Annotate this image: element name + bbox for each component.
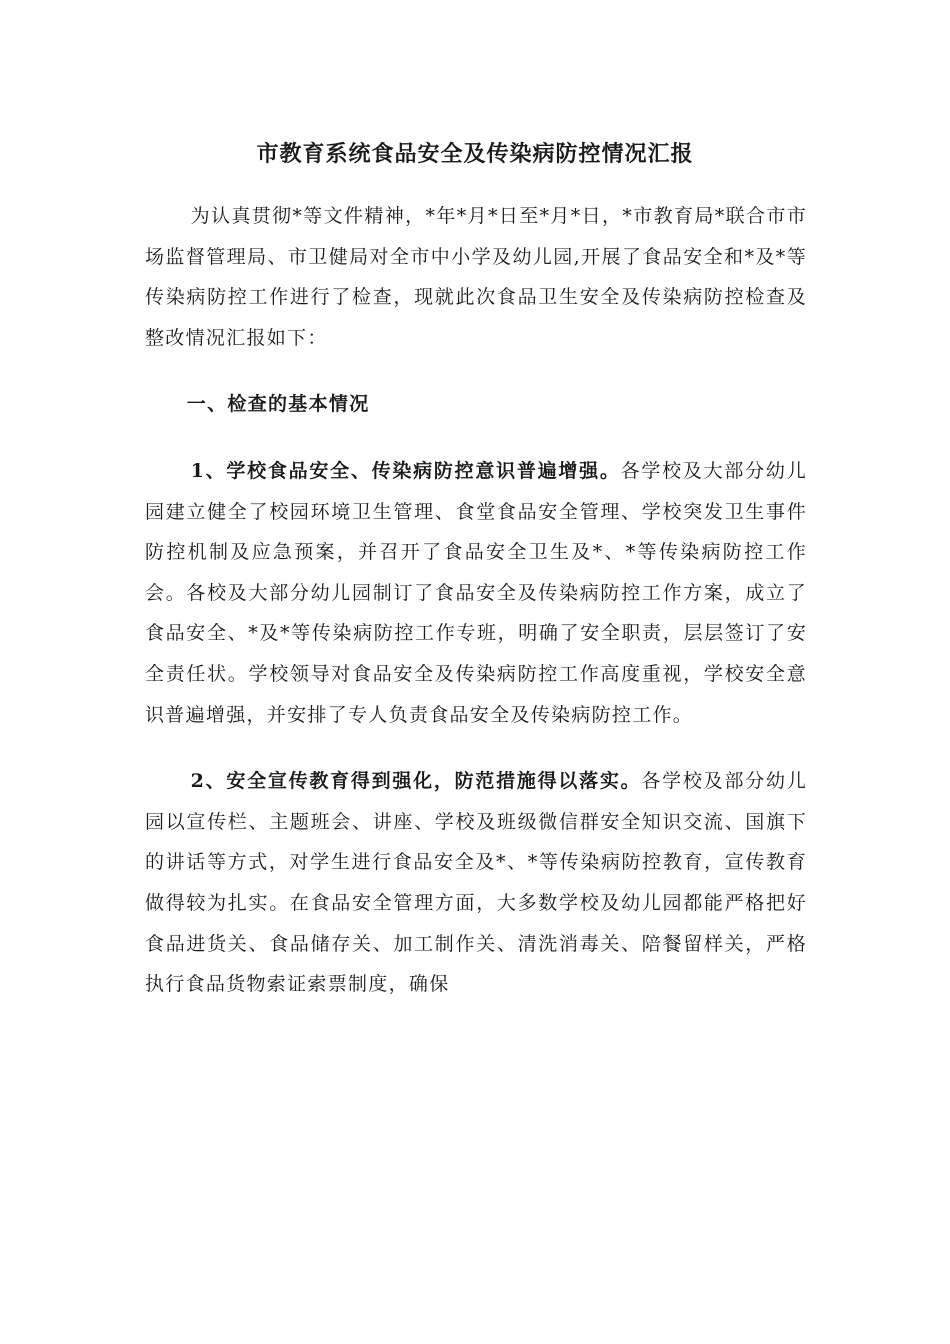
item-2-lead: 2、安全宣传教育得到强化，防范措施得以落实。 (190, 770, 642, 793)
section-item-1 (145, 451, 807, 735)
document-title: 市教育系统食品安全及传染病防控情况汇报 (256, 141, 694, 167)
intro-paragraph: 为认真贯彻*等文件精神，*年*月*日至*月*日，*市教育局*联合市市场监督管理局、市卫健局对全市中小学及幼儿园,开展了食品安全和*及*等传染病防控工作进行了检查，现就此次食品卫生安全及传染病防控检查及整改情况汇报如下： (145, 205, 807, 349)
section-item-2 (145, 761, 807, 1005)
document-body (145, 196, 807, 1031)
item-1-lead: 1、学校食品安全、传染病防控意识普遍增强。 (190, 459, 621, 482)
item-1-body: 各学校及大部分幼儿园建立健全了校园环境卫生管理、食堂食品安全管理、学校突发卫生事件防控机制及应急预案，并召开了食品安全卫生及*、*等传染病防控工作会。各校及大部分幼儿园制订了食品安全及传染病防控工作方案，成立了食品安全、*及*等传染病防控工作专班，明确了安全职责，层层签订了安全责任状。学校领导对食品安全及传染病防控工作高度重视，学校安全意识普遍增强，并安排了专人负责食品安全及传染病防控工作。 (145, 459, 807, 726)
item-2-body: 各学校及部分幼儿园以宣传栏、主题班会、讲座、学校及班级微信群安全知识交流、国旗下的讲话等方式，对学生进行食品安全及*、*等传染病防控教育，宣传教育做得较为扎实。在食品安全管理方面，大多数学校及幼儿园都能严格把好食品进货关、食品储存关、加工制作关、清洗消毒关、陪餐留样关，严格执行食品货物索证索票制度，确保 (145, 770, 808, 996)
section-heading: 一、检查的基本情况 (186, 393, 370, 416)
